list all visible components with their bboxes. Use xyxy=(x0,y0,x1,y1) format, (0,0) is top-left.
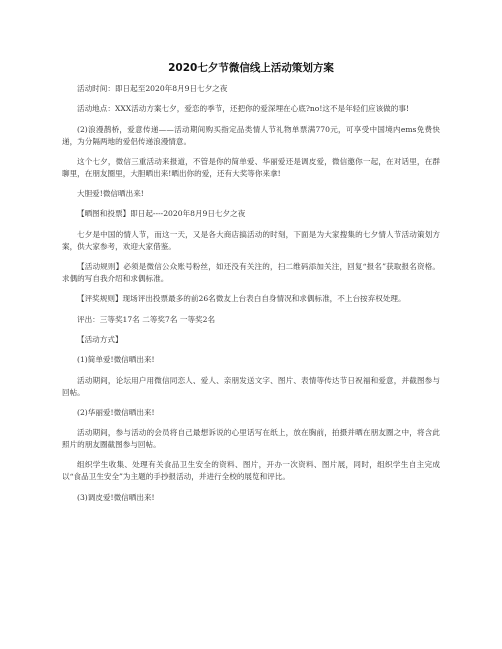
paragraph-intro: 这个七夕，微信三重活动来报道，不管是你的简单爱、华丽爱还是调皮爱，微信邀你一起，在对话里，在群聊里，在朋友圈里，大胆晒出来!晒出你的爱，还有大奖等你来拿! xyxy=(62,156,440,178)
document-title: 2020七夕节微信线上活动策划方案 xyxy=(168,62,334,74)
paragraph-slogan: 大胆爱!微信晒出来! xyxy=(77,189,144,199)
paragraph-gorgeous-love-heading: (2)华丽爱!微信晒出来! xyxy=(77,407,155,417)
paragraph-romantic-bridge: (2)浪漫鹊桥，爱意传递——活动期间购买指定品类情人节礼物单票满770元，可享受中国境内ems免费快递，为分隔两地的爱侣传递浪漫情意。 xyxy=(62,124,440,146)
paragraph-food-safety: 组织学生收集、处理有关食品卫生安全的资料、图片，开办一次资料、图片展，同时，组织学生自主完成以“食品卫生安全”为主题的手抄报活动，并进行全校的展览和评比。 xyxy=(62,460,440,482)
document-body xyxy=(62,83,440,512)
paragraph-activity-time: 活动时间：即日起至2020年8月9日七夕之夜 xyxy=(77,84,228,93)
paragraph-activity-method-heading: 【活动方式】 xyxy=(77,334,123,344)
paragraph-background: 七夕是中国的情人节，而这一天，又是各大商店搞活动的时刻，下面是为大家搜集的七夕情人节活动策划方案，供大家参考，欢迎大家借鉴。 xyxy=(62,229,440,251)
paragraph-awards: 评出：三等奖17名 二等奖7名 一等奖2名 xyxy=(77,314,216,324)
paragraph-activity-rules: 【活动规则】必须是微信公众账号粉丝，如还没有关注的，扫二维码添加关注，回复“报名”获取报名资格。求偶的写自我介绍和求偶标准。 xyxy=(62,262,440,284)
paragraph-gorgeous-love-body: 活动期间，参与活动的会员将自己最想诉说的心里话写在纸上，放在胸前，拍摄并晒在朋友圈之中，将含此照片的朋友圈截图参与回帖。 xyxy=(62,428,440,450)
paragraph-activity-location: 活动地点：XXX活动方案七夕，爱恋的季节，还把你的爱深埋在心底?no!这不是年轻们应该做的事! xyxy=(77,104,410,114)
paragraph-playful-love-heading: (3)调皮爱!微信晒出来! xyxy=(77,492,155,502)
paragraph-simple-love-body: 活动期间，论坛用户用微信同恋人、爱人、亲朋发送文字、图片、表情等传达节日祝福和爱意，并截图参与回帖。 xyxy=(62,375,440,397)
paragraph-simple-love-heading: (1)简单爱!微信晒出来! xyxy=(77,355,155,365)
paragraph-photo-vote: 【晒图和投票】即日起----2020年8月9日七夕之夜 xyxy=(77,209,246,219)
paragraph-award-rules: 【评奖规则】现场评出投票最多的前26名微友上台表白自身情况和求偶标准，不上台按弃权处理。 xyxy=(77,294,406,304)
